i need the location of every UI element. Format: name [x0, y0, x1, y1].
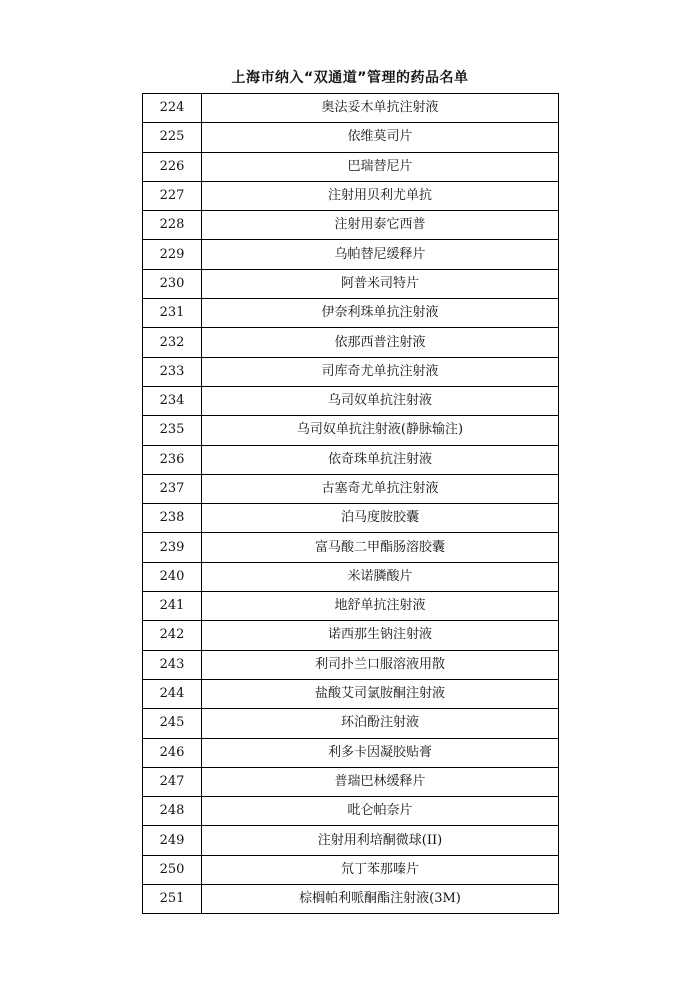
table-row	[143, 533, 559, 562]
table-row	[143, 592, 559, 621]
drug-name: 巴瑞替尼片	[202, 152, 559, 181]
table-row	[143, 826, 559, 855]
row-number: 229	[143, 240, 202, 269]
table-row	[143, 299, 559, 328]
row-number: 248	[143, 797, 202, 826]
table-row	[143, 328, 559, 357]
row-number: 242	[143, 621, 202, 650]
table-row	[143, 445, 559, 474]
drug-name: 乌司奴单抗注射液	[202, 386, 559, 415]
table-row	[143, 738, 559, 767]
row-number: 251	[143, 885, 202, 914]
drug-name: 米诺膦酸片	[202, 562, 559, 591]
table-row	[143, 123, 559, 152]
table-row	[143, 562, 559, 591]
row-number: 240	[143, 562, 202, 591]
drug-name: 依奇珠单抗注射液	[202, 445, 559, 474]
row-number: 244	[143, 679, 202, 708]
row-number: 233	[143, 357, 202, 386]
drug-name: 依维莫司片	[202, 123, 559, 152]
table-row	[143, 211, 559, 240]
row-number: 235	[143, 416, 202, 445]
table-row	[143, 269, 559, 298]
table-row	[143, 797, 559, 826]
row-number: 250	[143, 855, 202, 884]
drug-name: 利司扑兰口服溶液用散	[202, 650, 559, 679]
drug-name: 注射用利培酮微球(II)	[202, 826, 559, 855]
table-row	[143, 94, 559, 123]
row-number: 241	[143, 592, 202, 621]
drug-name: 依那西普注射液	[202, 328, 559, 357]
drug-name: 氘丁苯那嗪片	[202, 855, 559, 884]
table-row	[143, 181, 559, 210]
drug-name: 司库奇尤单抗注射液	[202, 357, 559, 386]
row-number: 239	[143, 533, 202, 562]
table-row	[143, 621, 559, 650]
table-row	[143, 152, 559, 181]
drug-name: 富马酸二甲酯肠溶胶囊	[202, 533, 559, 562]
drug-name: 环泊酚注射液	[202, 709, 559, 738]
row-number: 234	[143, 386, 202, 415]
row-number: 249	[143, 826, 202, 855]
row-number: 232	[143, 328, 202, 357]
table-row	[143, 240, 559, 269]
row-number: 247	[143, 767, 202, 796]
table-row	[143, 679, 559, 708]
row-number: 227	[143, 181, 202, 210]
drug-name: 乌帕替尼缓释片	[202, 240, 559, 269]
drug-name: 利多卡因凝胶贴膏	[202, 738, 559, 767]
table-row	[143, 855, 559, 884]
drug-name: 棕榈帕利哌酮酯注射液(3M)	[202, 885, 559, 914]
drug-name: 普瑞巴林缓释片	[202, 767, 559, 796]
row-number: 238	[143, 504, 202, 533]
drug-name: 乌司奴单抗注射液(静脉输注)	[202, 416, 559, 445]
drug-name: 地舒单抗注射液	[202, 592, 559, 621]
drug-name: 奥法妥木单抗注射液	[202, 94, 559, 123]
table-row	[143, 885, 559, 914]
drug-name: 阿普米司特片	[202, 269, 559, 298]
drug-name: 盐酸艾司氯胺酮注射液	[202, 679, 559, 708]
row-number: 228	[143, 211, 202, 240]
drug-list-table	[142, 93, 559, 914]
drug-name: 注射用泰它西普	[202, 211, 559, 240]
table-row	[143, 357, 559, 386]
row-number: 230	[143, 269, 202, 298]
drug-name: 吡仑帕奈片	[202, 797, 559, 826]
page-title: 上海市纳入“双通道”管理的药品名单	[231, 70, 469, 86]
table-row	[143, 709, 559, 738]
table-row	[143, 474, 559, 503]
table-row	[143, 504, 559, 533]
row-number: 236	[143, 445, 202, 474]
row-number: 243	[143, 650, 202, 679]
row-number: 226	[143, 152, 202, 181]
drug-name: 注射用贝利尤单抗	[202, 181, 559, 210]
row-number: 225	[143, 123, 202, 152]
drug-name: 泊马度胺胶囊	[202, 504, 559, 533]
row-number: 246	[143, 738, 202, 767]
drug-name: 伊奈利珠单抗注射液	[202, 299, 559, 328]
row-number: 237	[143, 474, 202, 503]
drug-name: 古塞奇尤单抗注射液	[202, 474, 559, 503]
row-number: 231	[143, 299, 202, 328]
table-row	[143, 386, 559, 415]
table-row	[143, 416, 559, 445]
drug-name: 诺西那生钠注射液	[202, 621, 559, 650]
table-row	[143, 650, 559, 679]
table-body	[143, 94, 559, 914]
table-row	[143, 767, 559, 796]
row-number: 245	[143, 709, 202, 738]
row-number: 224	[143, 94, 202, 123]
